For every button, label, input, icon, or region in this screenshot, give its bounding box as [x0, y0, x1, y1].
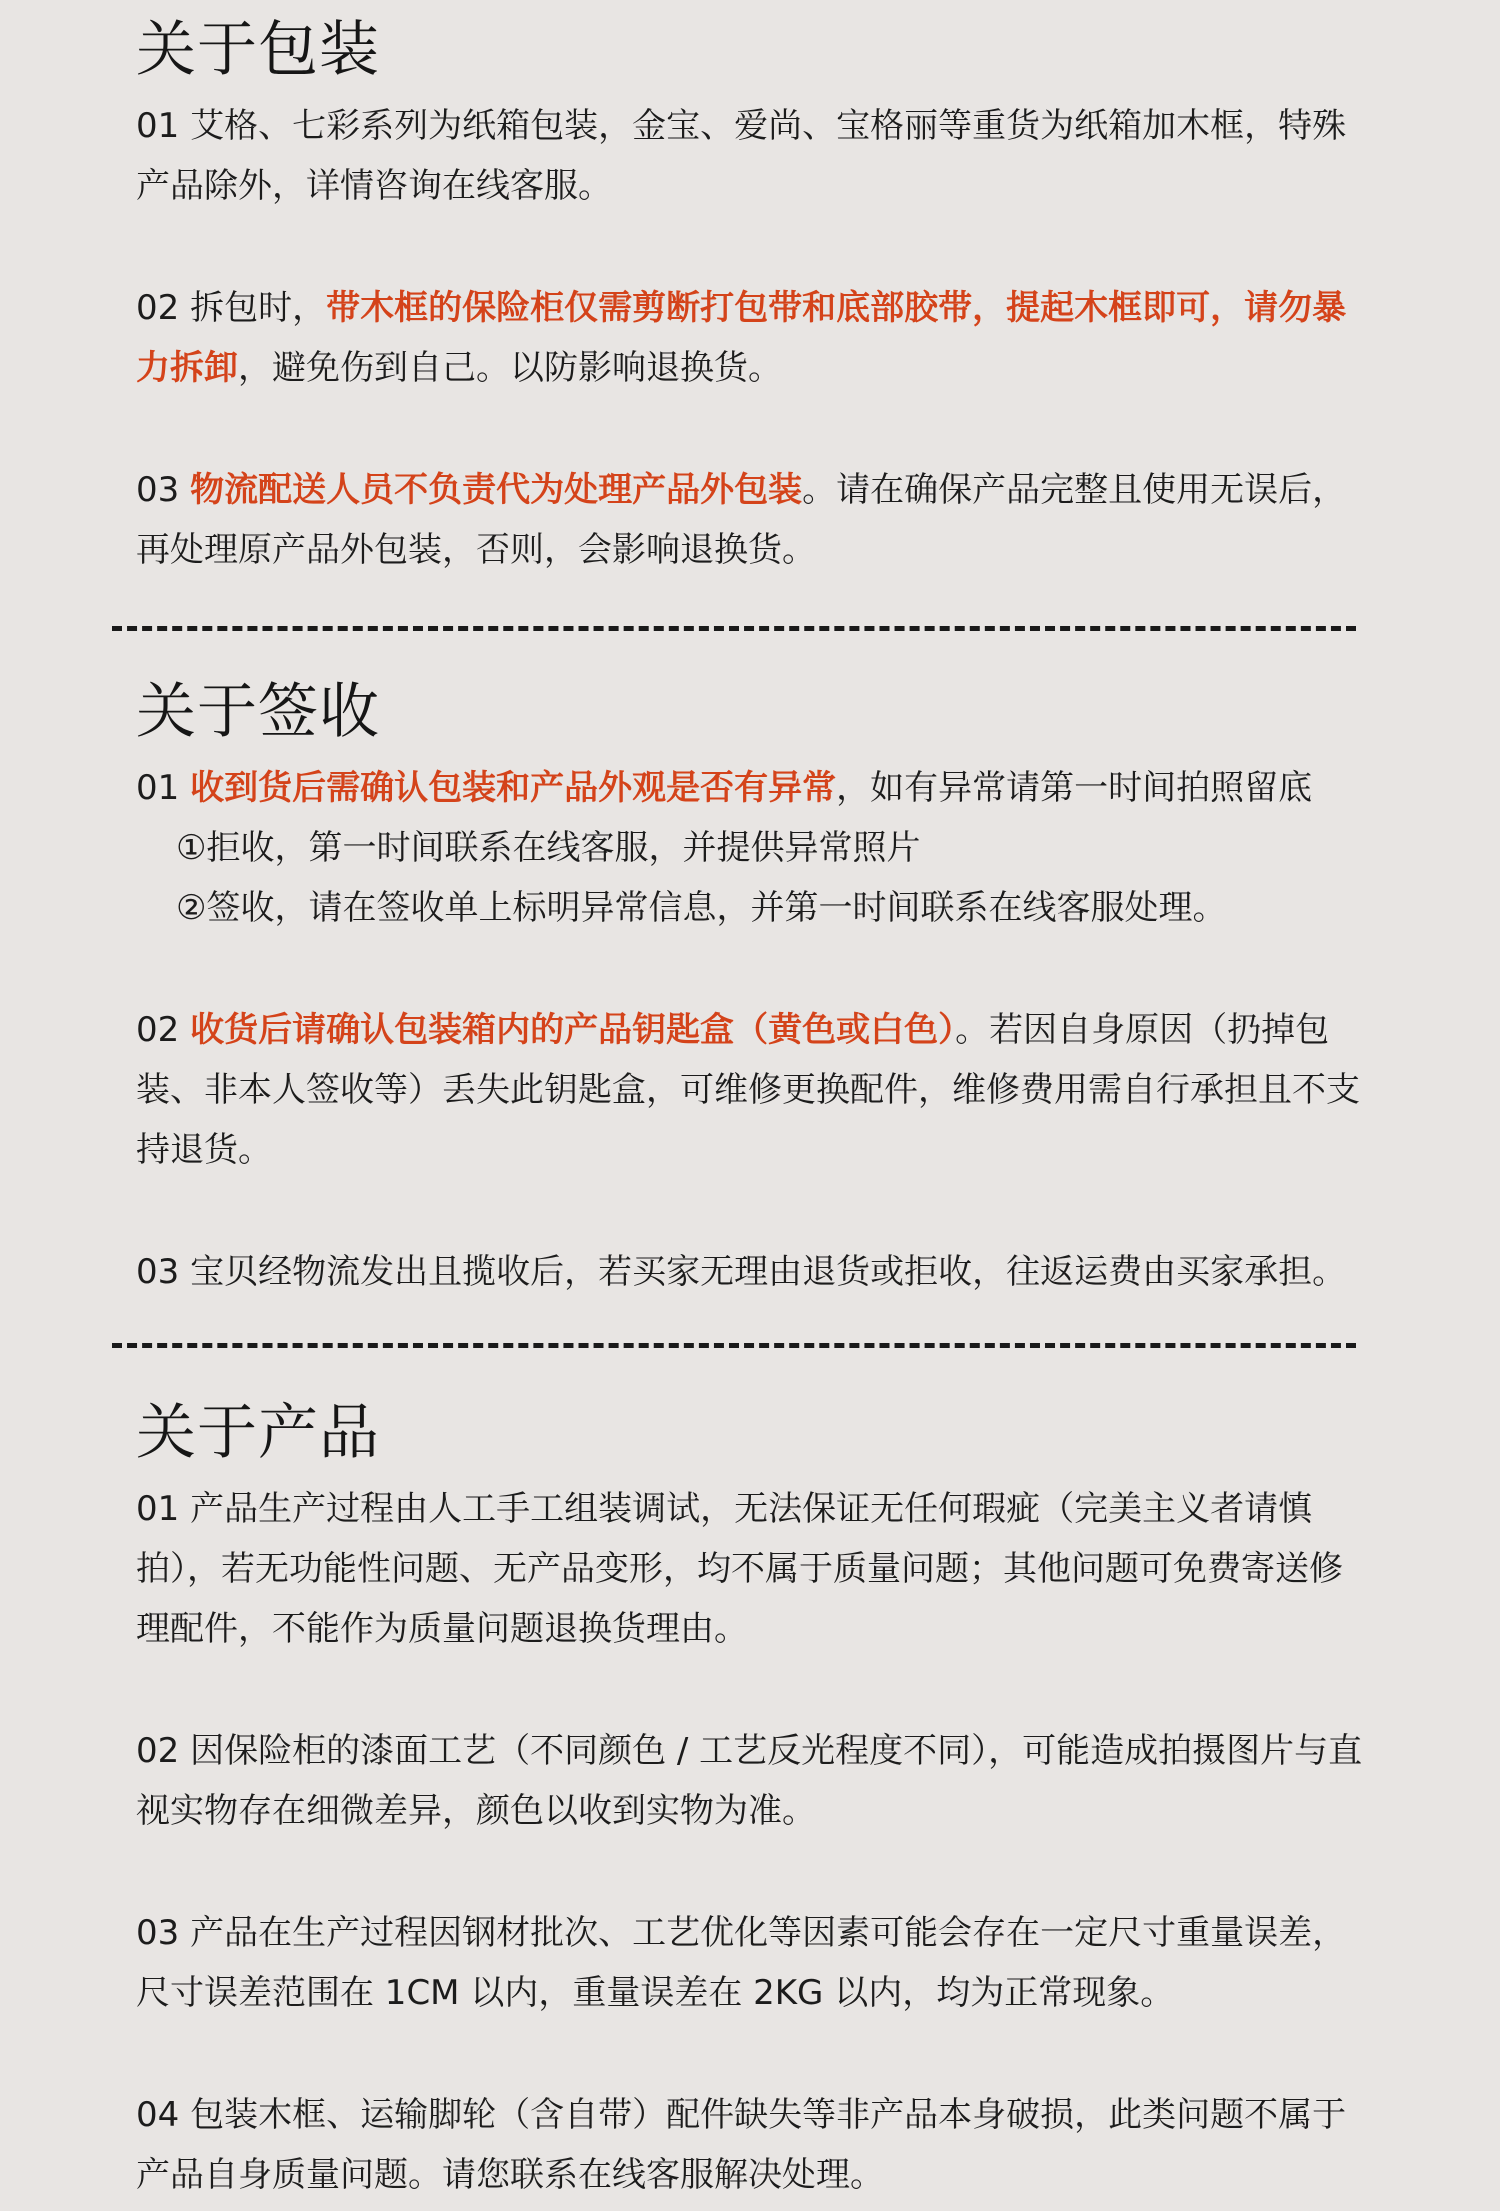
dashed-divider [112, 626, 1356, 631]
product-section [136, 1393, 1376, 2205]
product-heading: 关于产品 [136, 1398, 380, 1468]
packaging-item-3 [136, 460, 1376, 580]
receipt-item-2 [136, 1000, 1376, 1180]
packaging-item-3-suffix: 。请在确保产品完整且使用无误后，再处理原产品外包装，否则，会影响退换货。 [136, 470, 1347, 570]
receipt-item-1-sub-2: ②签收，请在签收单上标明异常信息，并第一时间联系在线客服处理。 [176, 888, 1227, 928]
packaging-item-1: 01 艾格、七彩系列为纸箱包装，金宝、爱尚、宝格丽等重货为纸箱加木框，特殊产品除外，详情咨询在线客服。 [136, 106, 1347, 206]
receipt-item-1-prefix: 01 [136, 768, 191, 808]
packaging-item-2 [136, 278, 1376, 398]
packaging-item-3-highlight: 物流配送人员不负责代为处理产品外包装 [190, 470, 803, 510]
packaging-item-2-prefix: 02 拆包时， [136, 288, 327, 328]
receipt-item-3: 03 宝贝经物流发出且揽收后，若买家无理由退货或拒收，往返运费由买家承担。 [136, 1252, 1347, 1292]
product-item-2: 02 因保险柜的漆面工艺（不同颜色 / 工艺反光程度不同），可能造成拍摄图片与直视实物存在细微差异，颜色以收到实物为准。 [136, 1731, 1363, 1831]
receipt-item-1 [136, 758, 1376, 938]
receipt-heading: 关于签收 [136, 677, 380, 747]
receipt-section [136, 672, 1376, 1302]
product-item-3: 03 产品在生产过程因钢材批次、工艺优化等因素可能会存在一定尺寸重量误差，尺寸误差范围在 1CM 以内，重量误差在 2KG 以内，均为正常现象。 [136, 1913, 1347, 2013]
receipt-item-1-sub-1: ①拒收，第一时间联系在线客服，并提供异常照片 [176, 828, 921, 868]
receipt-item-2-suffix: 。若因自身原因（扔掉包装、非本人签收等）丢失此钥匙盒，可维修更换配件，维修费用需自行承担且不支持退货。 [136, 1010, 1360, 1170]
receipt-item-2-highlight: 收货后请确认包装箱内的产品钥匙盒（黄色或白色） [190, 1010, 956, 1050]
product-item-4: 04 包装木框、运输脚轮（含自带）配件缺失等非产品本身破损，此类问题不属于产品自身质量问题。请您联系在线客服解决处理。 [136, 2095, 1347, 2195]
packaging-section [136, 10, 1376, 580]
receipt-item-1-suffix: ，如有异常请第一时间拍照留底 [836, 768, 1313, 808]
packaging-item-2-suffix: ，避免伤到自己。以防影响退换货。 [238, 348, 782, 388]
packaging-heading: 关于包装 [136, 15, 380, 85]
packaging-item-3-prefix: 03 [136, 470, 191, 510]
receipt-item-1-highlight: 收到货后需确认包装和产品外观是否有异常 [190, 768, 837, 808]
packaging-item-2-highlight: 带木框的保险柜仅需剪断打包带和底部胶带，提起木框即可，请勿暴力拆卸 [136, 288, 1347, 388]
receipt-item-2-prefix: 02 [136, 1010, 191, 1050]
product-item-1: 01 产品生产过程由人工手工组装调试，无法保证无任何瑕疵（完美主义者请慎拍），若无功能性问题、无产品变形，均不属于质量问题；其他问题可免费寄送修理配件，不能作为质量问题退换货理由。 [136, 1489, 1343, 1649]
dashed-divider [112, 1343, 1356, 1348]
